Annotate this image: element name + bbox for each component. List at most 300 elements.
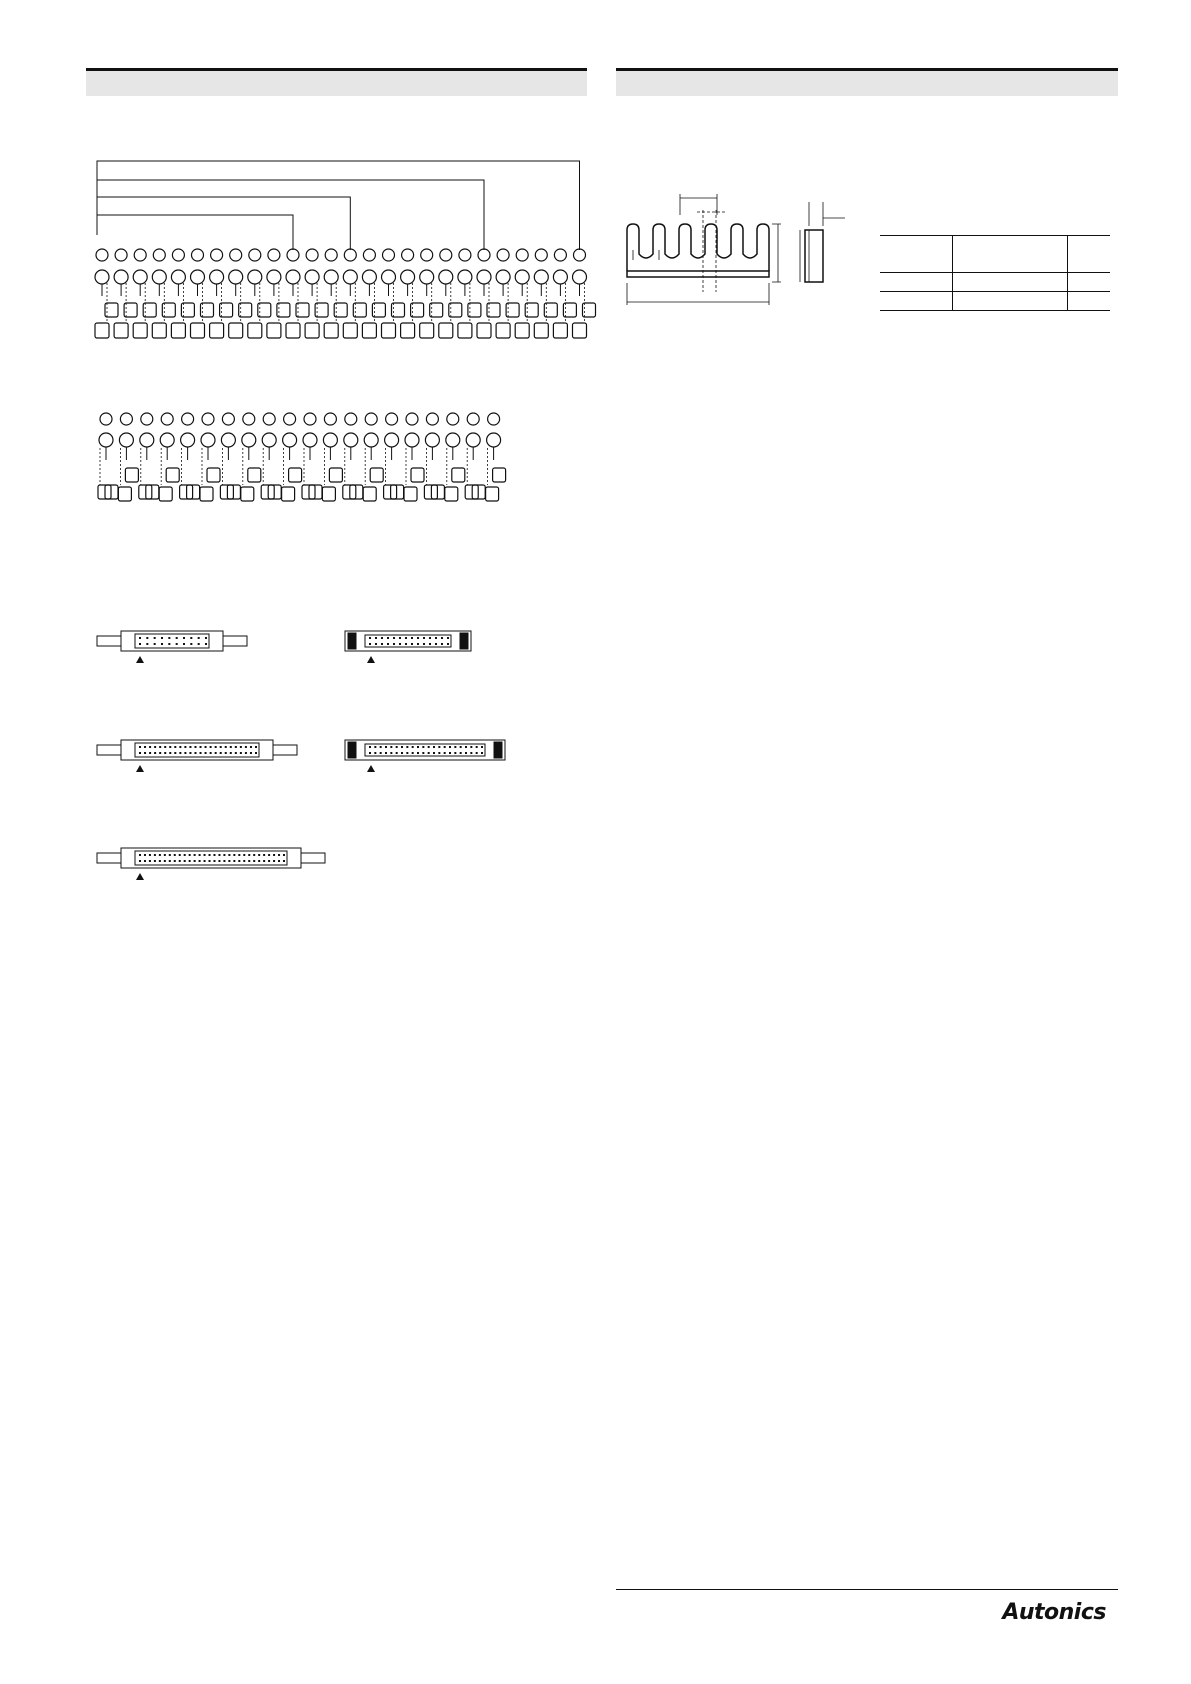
terminal-screw-mid [515, 270, 529, 284]
pin [139, 637, 141, 639]
terminal-block-lower [515, 323, 529, 338]
terminal-block [370, 468, 383, 482]
pin [154, 752, 156, 754]
terminal-screw-top [467, 413, 479, 425]
terminal-block-upper [220, 303, 233, 317]
terminal-block-upper [353, 303, 366, 317]
terminal-block [248, 468, 261, 482]
pin [184, 752, 186, 754]
terminal-block [493, 468, 506, 482]
terminal-block [241, 487, 254, 501]
pin [369, 746, 371, 748]
pin [435, 637, 437, 639]
pin [169, 752, 171, 754]
terminal-block-upper [506, 303, 519, 317]
pin [144, 854, 146, 856]
terminal-screw-top [202, 413, 214, 425]
pin [225, 746, 227, 748]
terminal-block-lower [152, 323, 166, 338]
terminal-block-upper [124, 303, 137, 317]
pin [429, 643, 431, 645]
pin [176, 637, 178, 639]
pin1-marker [136, 873, 144, 880]
pin [189, 752, 191, 754]
pin [399, 643, 401, 645]
pin [174, 746, 176, 748]
connector-latch-left [97, 853, 121, 863]
terminal-block-lower [210, 323, 224, 338]
pin [433, 746, 435, 748]
pin [476, 746, 478, 748]
pin [441, 643, 443, 645]
terminal-screw-mid [286, 270, 300, 284]
pin [223, 854, 225, 856]
pin [278, 854, 280, 856]
pin [139, 854, 141, 856]
terminal-screw-mid [344, 433, 358, 447]
pin [422, 746, 424, 748]
pin [263, 860, 265, 862]
pin [273, 854, 275, 856]
terminal-screw-mid [229, 270, 243, 284]
pin [248, 854, 250, 856]
pin [161, 643, 163, 645]
terminal-block [486, 487, 499, 501]
pin1-marker [136, 656, 144, 663]
pin [139, 860, 141, 862]
terminal-screw-top [535, 249, 547, 261]
pin [233, 854, 235, 856]
pin [390, 746, 392, 748]
terminal-block-lower [496, 323, 510, 338]
pin [139, 643, 141, 645]
pin [199, 854, 201, 856]
short-bar-spec-table [880, 235, 1110, 311]
terminal-block-lower [401, 323, 415, 338]
terminal-screw-top [574, 249, 586, 261]
terminal-block [207, 468, 220, 482]
connector-latch-right [223, 636, 247, 646]
terminal-block-lower [420, 323, 434, 338]
pin [417, 752, 419, 754]
pin [164, 752, 166, 754]
terminal-screw-top [497, 249, 509, 261]
pin [230, 746, 232, 748]
terminal-screw-top [268, 249, 280, 261]
terminal-screw-mid [425, 433, 439, 447]
pin [154, 860, 156, 862]
pin [245, 746, 247, 748]
terminal-block-upper [162, 303, 175, 317]
pin [283, 860, 285, 862]
terminal-screw-top [243, 413, 255, 425]
terminal-screw-mid [458, 270, 472, 284]
terminal-screw-mid [99, 433, 113, 447]
terminal-screw-top [344, 249, 356, 261]
terminal-block-lower [362, 323, 376, 338]
terminal-block-upper [315, 303, 328, 317]
pin [428, 746, 430, 748]
terminal-block-lower [171, 323, 185, 338]
terminal-block-lower [305, 323, 319, 338]
terminal-screw-mid [385, 433, 399, 447]
terminal-screw-top [386, 413, 398, 425]
pin1-marker [367, 656, 375, 663]
pin [390, 752, 392, 754]
pin [465, 752, 467, 754]
terminal-block [363, 487, 376, 501]
terminal-screw-top [554, 249, 566, 261]
terminal-screw-top [459, 249, 471, 261]
pin [209, 860, 211, 862]
connector-latch-left [97, 636, 121, 646]
table-cell [880, 273, 953, 292]
pin [205, 637, 207, 639]
terminal-screw-top [100, 413, 112, 425]
pin [263, 854, 265, 856]
pin [412, 746, 414, 748]
terminal-screw-mid [133, 270, 147, 284]
terminal-block-lower [573, 323, 587, 338]
pin [369, 643, 371, 645]
terminal-screw-top [402, 249, 414, 261]
connector-latch-right [460, 633, 468, 649]
pin [393, 643, 395, 645]
pin [210, 752, 212, 754]
pin [417, 643, 419, 645]
table-header-cell [953, 236, 1068, 273]
pin [411, 643, 413, 645]
terminal-screw-mid [323, 433, 337, 447]
terminal-block-upper [544, 303, 557, 317]
pin [454, 752, 456, 754]
pin [449, 752, 451, 754]
pin [168, 643, 170, 645]
terminal-screw-mid [152, 270, 166, 284]
terminal-screw-top [96, 249, 108, 261]
terminal-block-upper [181, 303, 194, 317]
terminal-screw-top [153, 249, 165, 261]
terminal-screw-top [383, 249, 395, 261]
pin [476, 752, 478, 754]
terminal-screw-top [365, 413, 377, 425]
connector-pin-field [135, 634, 209, 648]
pin [146, 643, 148, 645]
terminal-block-lower [229, 323, 243, 338]
terminal-block-lower [439, 323, 453, 338]
brand-logo: Autonics [1002, 1600, 1106, 1625]
terminal-block-upper [201, 303, 214, 317]
terminal-block-upper [563, 303, 576, 317]
pin [399, 637, 401, 639]
terminal-block-upper [239, 303, 252, 317]
terminal-screw-mid [303, 433, 317, 447]
pin [149, 752, 151, 754]
pin [184, 746, 186, 748]
pin [199, 860, 201, 862]
pin [447, 637, 449, 639]
terminal-block-upper [334, 303, 347, 317]
terminal-block [166, 468, 179, 482]
pin [278, 860, 280, 862]
pin [183, 643, 185, 645]
pin [405, 637, 407, 639]
pin [238, 860, 240, 862]
terminal-screw-top [249, 249, 261, 261]
pin [154, 854, 156, 856]
pin [417, 746, 419, 748]
terminal-screw-mid [283, 433, 297, 447]
table-header-cell [880, 236, 953, 273]
pin [176, 643, 178, 645]
pin [248, 860, 250, 862]
terminal-block [404, 487, 417, 501]
terminal-block-upper [105, 303, 118, 317]
terminal-screw-top [325, 249, 337, 261]
pin [184, 860, 186, 862]
connector-20p-left [97, 631, 247, 663]
pin [159, 746, 161, 748]
terminal-screw-top [172, 249, 184, 261]
pin [194, 860, 196, 862]
terminal-screw-top [211, 249, 223, 261]
pin [406, 752, 408, 754]
pin [449, 746, 451, 748]
pin [435, 643, 437, 645]
terminal-screw-mid [553, 270, 567, 284]
terminal-screw-top [345, 413, 357, 425]
terminal-screw-top [120, 413, 132, 425]
pin [444, 752, 446, 754]
pin [204, 854, 206, 856]
table-row-divider [880, 292, 1110, 311]
pin [374, 752, 376, 754]
connector-latch-right [301, 853, 325, 863]
terminal-block [411, 468, 424, 482]
terminal-screw-mid [496, 270, 510, 284]
terminal-screw-mid [405, 433, 419, 447]
connector-latch-left [348, 633, 356, 649]
pin [149, 746, 151, 748]
pin [149, 860, 151, 862]
pin [205, 752, 207, 754]
table-header-cell [1068, 236, 1111, 273]
pin [470, 746, 472, 748]
connector-pin-field [365, 744, 485, 756]
pin [215, 752, 217, 754]
terminal-screw-mid [324, 270, 338, 284]
pin [438, 752, 440, 754]
pin [375, 643, 377, 645]
terminal-block-lower [191, 323, 205, 338]
pin [429, 637, 431, 639]
pin [423, 637, 425, 639]
terminal-block-lower [95, 323, 109, 338]
terminal-block [452, 468, 465, 482]
pin [245, 752, 247, 754]
pin [438, 746, 440, 748]
pin [225, 752, 227, 754]
pin [139, 746, 141, 748]
connector-drawings [97, 631, 505, 880]
pin [164, 860, 166, 862]
pin [179, 746, 181, 748]
terminal-screw-top [287, 249, 299, 261]
pin [218, 854, 220, 856]
terminal-screw-top [406, 413, 418, 425]
terminal-block-upper [296, 303, 309, 317]
pin [194, 752, 196, 754]
pin [144, 746, 146, 748]
pin [154, 643, 156, 645]
connector-latch-left [348, 742, 356, 758]
pin [230, 752, 232, 754]
terminal-block [282, 487, 295, 501]
connector-latch-right [273, 745, 297, 755]
bracket-line [97, 161, 580, 250]
pin [369, 752, 371, 754]
pin [401, 746, 403, 748]
pin [169, 854, 171, 856]
terminal-screw-top [478, 249, 490, 261]
connector-latch-left [97, 745, 121, 755]
terminal-block-upper [449, 303, 462, 317]
pin [228, 854, 230, 856]
pin [422, 752, 424, 754]
pin [215, 746, 217, 748]
terminal-block-upper [468, 303, 481, 317]
pin [154, 637, 156, 639]
pin [444, 746, 446, 748]
pin [179, 752, 181, 754]
terminal-screw-mid [573, 270, 587, 284]
terminal-screw-top [516, 249, 528, 261]
terminal-screw-mid [114, 270, 128, 284]
terminal-block [445, 487, 458, 501]
pin [454, 746, 456, 748]
pin [144, 752, 146, 754]
pin [169, 860, 171, 862]
pin [273, 860, 275, 862]
terminal-screw-mid [201, 433, 215, 447]
connector-body [345, 740, 505, 760]
terminal-screw-mid [181, 433, 195, 447]
connector-body [345, 631, 471, 651]
terminal-screw-mid [119, 433, 133, 447]
footer-rule [616, 1589, 1118, 1590]
pin [194, 746, 196, 748]
pin [417, 637, 419, 639]
terminal-screw-mid [242, 433, 256, 447]
terminal-screw-top [263, 413, 275, 425]
pin [213, 860, 215, 862]
pin [380, 746, 382, 748]
terminal-screw-mid [362, 270, 376, 284]
pin [381, 637, 383, 639]
terminal-screw-mid [140, 433, 154, 447]
terminal-block-upper [277, 303, 290, 317]
pin [174, 854, 176, 856]
terminal-block [200, 487, 213, 501]
terminal-screw-top [363, 249, 375, 261]
terminal-screw-top [488, 413, 500, 425]
pin [164, 746, 166, 748]
terminal-screw-top [426, 413, 438, 425]
pin [387, 637, 389, 639]
pin [174, 752, 176, 754]
pin [255, 752, 257, 754]
table-cell [953, 273, 1068, 292]
terminal-screw-top [230, 249, 242, 261]
terminal-block [289, 468, 302, 482]
pin [385, 752, 387, 754]
terminal-screw-top [192, 249, 204, 261]
terminal-block-lower [553, 323, 567, 338]
pin [159, 860, 161, 862]
pin [159, 854, 161, 856]
connector-40p-right [345, 740, 505, 772]
pin [189, 854, 191, 856]
pin [406, 746, 408, 748]
pin [433, 752, 435, 754]
pin [174, 860, 176, 862]
pin [184, 854, 186, 856]
terminal-screw-top [447, 413, 459, 425]
terminal-screw-top [421, 249, 433, 261]
terminal-screw-top [440, 249, 452, 261]
pin [396, 752, 398, 754]
pin [149, 854, 151, 856]
terminal-screw-mid [364, 433, 378, 447]
pin [481, 746, 483, 748]
pin [268, 854, 270, 856]
terminal-block-lower [458, 323, 472, 338]
terminal-screw-mid [95, 270, 109, 284]
terminal-screw-top [182, 413, 194, 425]
terminal-block-upper [583, 303, 596, 317]
terminal-block-lower [324, 323, 338, 338]
pin [411, 637, 413, 639]
terminal-screw-mid [466, 433, 480, 447]
table-header-row [880, 236, 1110, 273]
pin [205, 643, 207, 645]
pin [218, 860, 220, 862]
pin [228, 860, 230, 862]
pin [210, 746, 212, 748]
pin [447, 643, 449, 645]
terminal-screw-mid [487, 433, 501, 447]
pin [220, 752, 222, 754]
terminal-screw-top [304, 413, 316, 425]
terminal-screw-mid [305, 270, 319, 284]
terminal-block-upper [525, 303, 538, 317]
terminal-block-upper [143, 303, 156, 317]
pin [235, 752, 237, 754]
pin [253, 854, 255, 856]
pin [198, 643, 200, 645]
pin [161, 637, 163, 639]
terminal-block-lower [382, 323, 396, 338]
pin [250, 752, 252, 754]
terminal-screw-mid [534, 270, 548, 284]
pin [220, 746, 222, 748]
bracket-line [97, 197, 350, 250]
pin [159, 752, 161, 754]
terminal-screw-mid [160, 433, 174, 447]
pin [190, 643, 192, 645]
connector-40p-left [97, 740, 297, 772]
pin [238, 854, 240, 856]
